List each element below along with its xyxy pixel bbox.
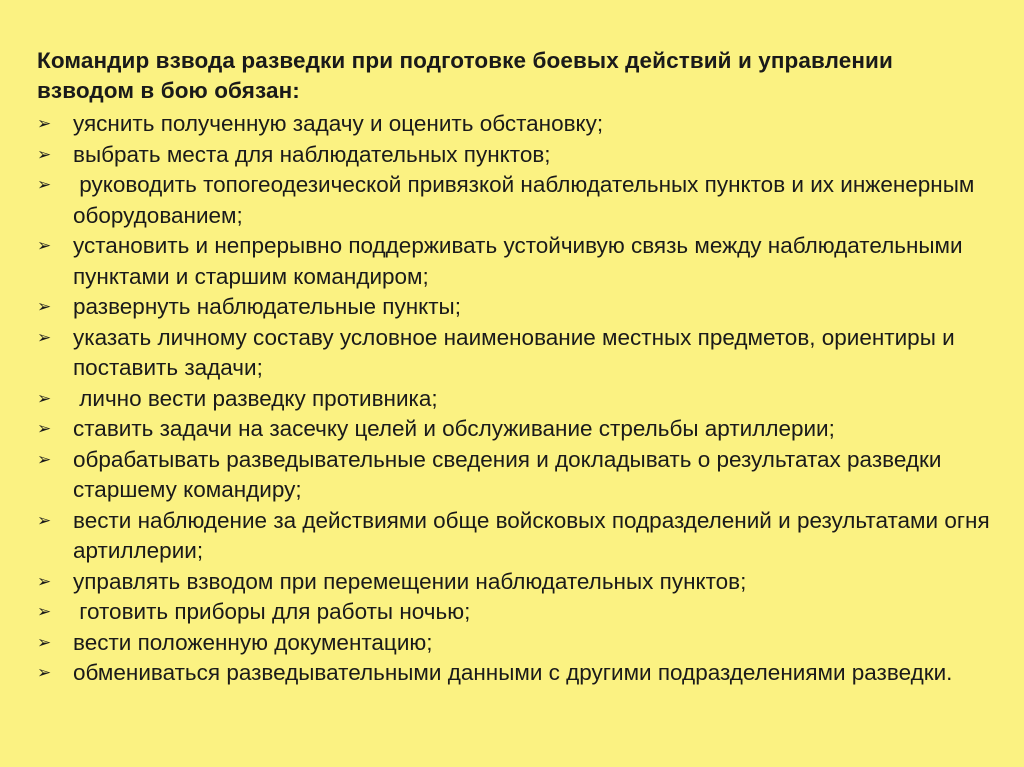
list-item-text: вести наблюдение за действиями обще войсковых подразделений и результатами огня артиллерии; xyxy=(73,507,996,563)
list-item-text: выбрать места для наблюдательных пунктов; xyxy=(73,141,551,167)
arrowhead-bullet-icon: ➢ xyxy=(37,144,52,164)
duties-list xyxy=(37,109,994,689)
slide-heading: Командир взвода разведки при подготовке боевых действий и управлении взводом в бою обязан: xyxy=(37,48,893,103)
list-item xyxy=(37,109,994,140)
arrowhead-bullet-icon: ➢ xyxy=(37,602,52,621)
list-item xyxy=(37,658,994,689)
arrowhead-bullet-icon: ➢ xyxy=(37,663,52,682)
list-item xyxy=(37,597,994,628)
arrowhead-bullet-icon: ➢ xyxy=(37,114,52,133)
arrowhead-bullet-icon: ➢ xyxy=(37,297,52,316)
list-item xyxy=(37,384,994,415)
list-item-text: ставить задачи на засечку целей и обслуживание стрельбы артиллерии; xyxy=(73,416,835,441)
arrowhead-bullet-icon: ➢ xyxy=(37,327,52,347)
list-item xyxy=(37,292,994,323)
list-item xyxy=(37,140,994,171)
arrowhead-bullet-icon: ➢ xyxy=(37,449,52,469)
arrowhead-bullet-icon: ➢ xyxy=(37,571,52,591)
list-item xyxy=(37,231,994,292)
list-item-text: указать личному составу условное наименование местных предметов, ориентиры и поставить задачи; xyxy=(73,324,961,380)
list-item xyxy=(37,170,994,231)
list-item xyxy=(37,506,994,567)
list-item-text: развернуть наблюдательные пункты; xyxy=(73,294,461,319)
list-item-text: обмениваться разведывательными данными с другими подразделениями разведки. xyxy=(73,660,953,685)
arrowhead-bullet-icon: ➢ xyxy=(37,510,52,530)
list-item-text: обрабатывать разведывательные сведения и докладывать о результатах разведки старшему командиру; xyxy=(73,446,948,502)
arrowhead-bullet-icon: ➢ xyxy=(37,419,52,438)
arrowhead-bullet-icon: ➢ xyxy=(37,388,52,408)
arrowhead-bullet-icon: ➢ xyxy=(37,236,52,255)
list-item xyxy=(37,445,994,506)
list-item-text: руководить топогеодезической привязкой наблюдательных пунктов и их инженерным оборудованием; xyxy=(73,172,981,228)
list-item-text: управлять взводом при перемещении наблюдательных пунктов; xyxy=(73,568,747,594)
arrowhead-bullet-icon: ➢ xyxy=(37,175,52,194)
list-item xyxy=(37,323,994,384)
list-item-text: установить и непрерывно поддерживать устойчивую связь между наблюдательными пунктами и старшим командиром; xyxy=(73,233,969,289)
list-item-text: лично вести разведку противника; xyxy=(73,385,438,411)
list-item-text: готовить приборы для работы ночью; xyxy=(73,599,471,624)
list-item xyxy=(37,414,994,445)
list-item xyxy=(37,567,994,598)
list-item-text: вести положенную документацию; xyxy=(73,629,433,655)
arrowhead-bullet-icon: ➢ xyxy=(37,632,52,652)
list-item-text: уяснить полученную задачу и оценить обстановку; xyxy=(73,111,604,136)
list-item xyxy=(37,628,994,659)
